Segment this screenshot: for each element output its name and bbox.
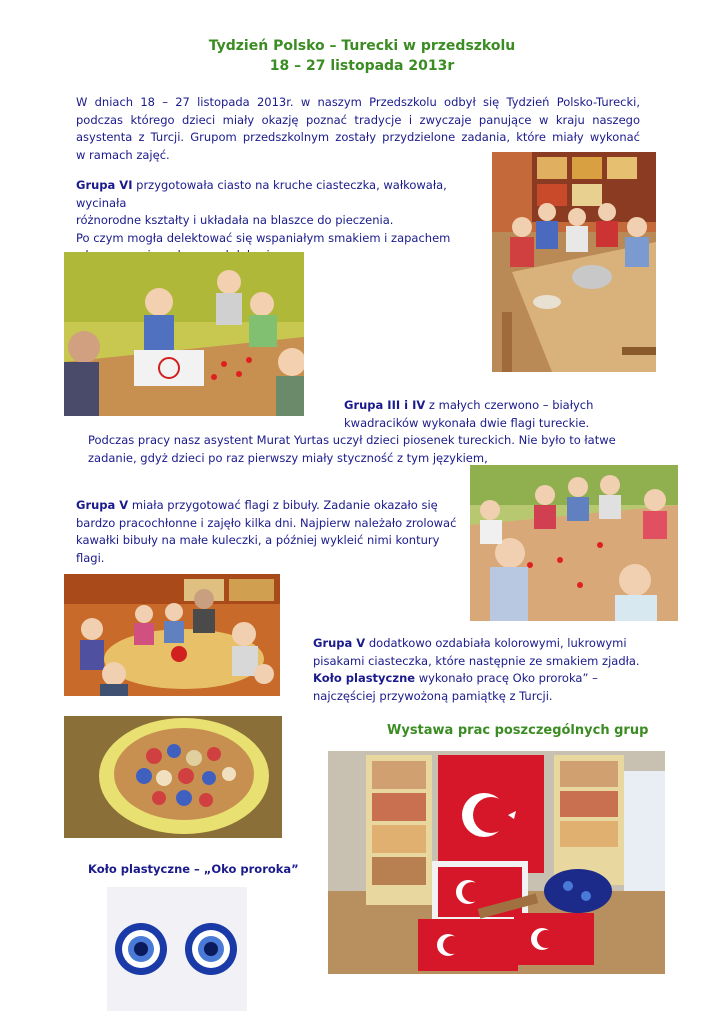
assistant-text: zadanie, gdyż dzieci po raz pierwszy miały styczność z tym językiem, [88, 450, 488, 465]
art-club-label: Koło plastyczne [313, 671, 416, 685]
group5b-paragraph [313, 635, 653, 705]
group5-paragraph [76, 497, 466, 567]
eye-caption: Koło plastyczne – „Oko proroka” [88, 862, 299, 876]
group5-text: bardzo pracochłonne i zajęło kilka dni. Najpierw należało zrolować [76, 515, 457, 530]
assistant-text: Podczas pracy nasz asystent Murat Yurtas uczył dzieci piosenek tureckich. Nie było to łatwe [88, 433, 616, 447]
title-line-2: 18 – 27 listopada 2013r [269, 58, 455, 74]
group6-text: Po czym mogła delektować się wspaniałym smakiem i zapachem [76, 230, 451, 245]
assistant-paragraph [88, 432, 668, 467]
intro-line: W dniach 18 – 27 listopada 2013r. w naszym Przedszkolu odbył się Tydzień Polsko-Turecki, [76, 95, 640, 109]
page-title [0, 36, 724, 76]
children-table-photo-icon [64, 252, 304, 416]
evil-eye-photo-icon [107, 887, 247, 1011]
title-line-1: Tydzień Polsko – Turecki w przedszkolu [208, 38, 516, 54]
group5-table-photo-icon [64, 574, 280, 696]
group5b-text: najczęściej przywożoną pamiątkę z Turcji. [313, 688, 553, 703]
group5b-text: pisakami ciasteczka, które następnie ze smakiem zjadła. [313, 653, 640, 668]
exhibition-photo-icon [328, 751, 665, 974]
group3-4-text: kwadracików wykonała dwie flagi tureckie. [344, 415, 590, 430]
group3-4-text: z małych czerwono – białych [425, 398, 594, 412]
group6-baking-photo-icon [492, 152, 656, 372]
group5b-label: Grupa V [313, 636, 366, 650]
group6-label: Grupa VI [76, 178, 133, 192]
group6-text: różnorodne kształty i układała na blaszce do pieczenia. [76, 213, 394, 227]
group5-text: flagi. [76, 550, 105, 565]
group5-label: Grupa V [76, 498, 129, 512]
intro-line: podczas którego dzieci miały okazję poznać tradycje i zwyczaje panujące w kraju naszego [76, 112, 640, 127]
flag-making-photo-icon [470, 465, 678, 621]
intro-line: w ramach zajęć. [76, 147, 170, 162]
group3-4-paragraph [344, 397, 644, 432]
group3-4-label: Grupa III i IV [344, 398, 426, 412]
group5-text: miała przygotować flagi z bibuły. Zadanie okazało się [128, 498, 438, 512]
intro-line: asystenta z Turcji. Grupom przedszkolnym zostały przydzielone zadania, które miały wykonać [76, 130, 640, 144]
group5b-text: dodatkowo ozdabiała kolorowymi, lukrowymi [365, 636, 627, 650]
exhibition-heading: Wystawa prac poszczególnych grup [387, 723, 649, 738]
group6-text: przygotowała ciasto na kruche ciasteczka, wałkowała, wycinała [76, 178, 447, 210]
group5-text: kawałki bibuły na małe kuleczki, a później wykleić nimi kontury [76, 533, 440, 547]
cookies-plate-photo-icon [64, 716, 282, 838]
group5b-text: wykonało pracę Oko proroka” – [415, 671, 598, 685]
